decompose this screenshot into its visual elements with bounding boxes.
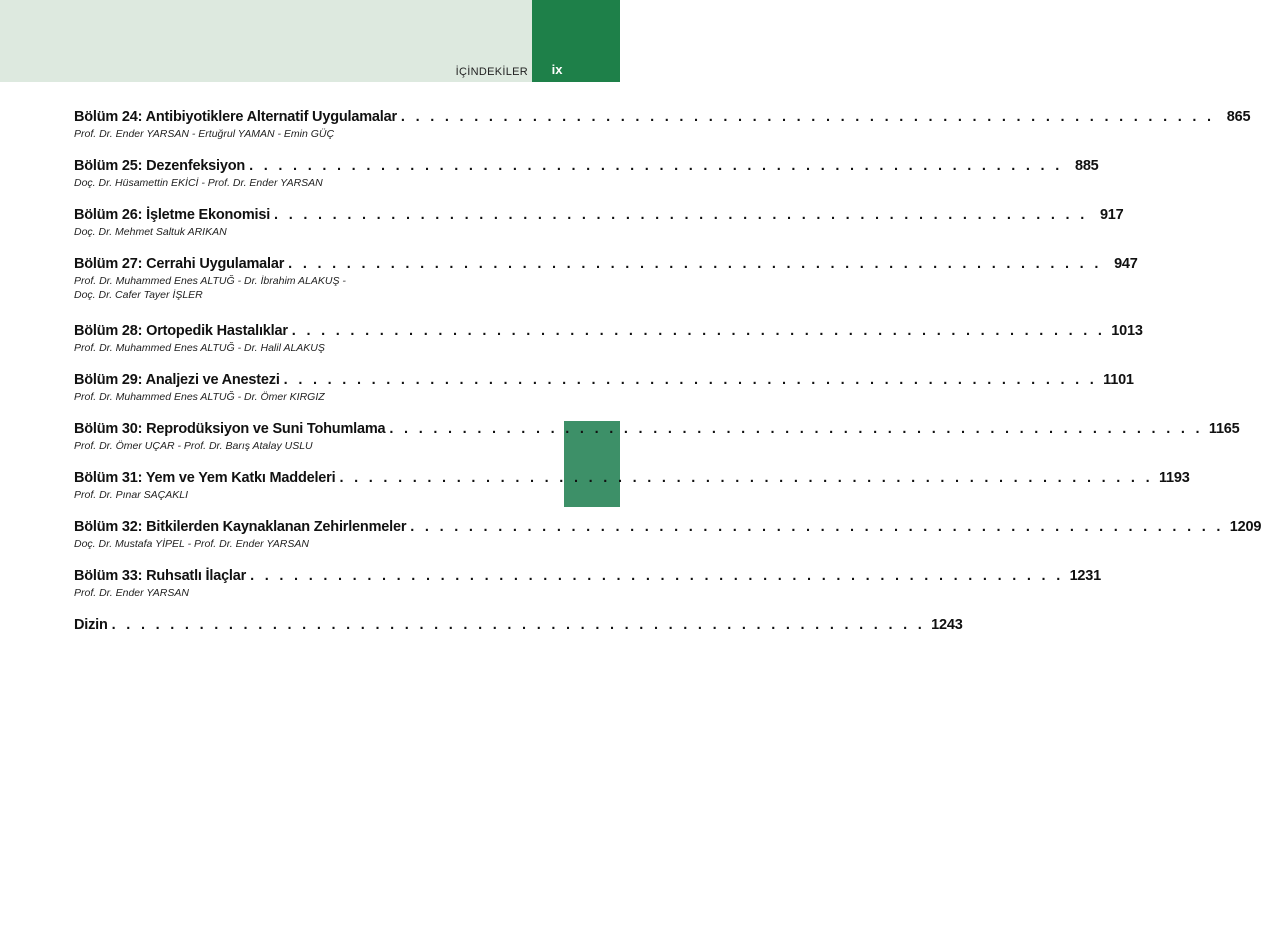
chapter-title: Bölüm 25: Dezenfeksiyon [74, 158, 246, 174]
toc-entry[interactable] [74, 206, 1124, 239]
toc-entry[interactable] [74, 255, 1138, 302]
toc-entry[interactable] [74, 108, 1251, 141]
chapter-authors [74, 274, 554, 302]
chapter-page-number: 917 [1099, 207, 1124, 223]
chapter-authors [74, 488, 554, 502]
dot-leader: . . . . . . . . . . . . . . . . . . . . . . . . . . . . . . . . . . . . . . . . . . . . . . . . . . . . . . . . [389, 421, 1203, 437]
dot-leader: . . . . . . . . . . . . . . . . . . . . . . . . . . . . . . . . . . . . . . . . . . . . . . . . . . . . . . . . [274, 207, 1088, 223]
chapter-authors [74, 586, 554, 600]
toc-entry[interactable] [74, 616, 963, 634]
chapter-title: Bölüm 32: Bitkilerden Kaynaklanan Zehirlenmeler [74, 519, 407, 535]
toc-entry-line [74, 206, 1124, 224]
toc-entry-line [74, 469, 1190, 487]
dot-leader: . . . . . . . . . . . . . . . . . . . . . . . . . . . . . . . . . . . . . . . . . . . . . . . . . . . . . . . . [339, 470, 1153, 486]
toc-entry-line [74, 322, 1143, 340]
author-line: Doç. Dr. Mustafa YİPEL - Prof. Dr. Ender YARSAN [74, 538, 309, 550]
chapter-title: Bölüm 29: Analjezi ve Anestezi [74, 372, 280, 388]
author-line: Prof. Dr. Muhammed Enes ALTUĞ - Dr. İbrahim ALAKUŞ - [74, 275, 346, 287]
chapter-page-number: 1101 [1103, 372, 1134, 388]
dot-leader: . . . . . . . . . . . . . . . . . . . . . . . . . . . . . . . . . . . . . . . . . . . . . . . . . . . . . . . . [111, 617, 926, 633]
toc-entry[interactable] [74, 322, 1143, 355]
author-line: Doç. Dr. Mehmet Saltuk ARIKAN [74, 226, 227, 238]
toc-entry-line [74, 518, 1261, 536]
chapter-title: Bölüm 30: Reprodüksiyon ve Suni Tohumlama [74, 421, 386, 437]
author-line: Prof. Dr. Muhammed Enes ALTUĞ - Dr. Halil ALAKUŞ [74, 342, 325, 354]
chapter-title: Bölüm 24: Antibiyotiklere Alternatif Uygulamalar [74, 109, 397, 125]
toc-entry-line [74, 616, 963, 634]
toc-entry-line [74, 255, 1138, 273]
table-of-contents [74, 108, 1261, 634]
chapter-title: Bölüm 26: İşletme Ekonomisi [74, 207, 271, 223]
chapter-title: Dizin [74, 617, 108, 633]
chapter-authors [74, 439, 554, 453]
toc-entry[interactable] [74, 371, 1134, 404]
toc-entry-line [74, 108, 1251, 126]
chapter-authors [74, 225, 554, 239]
chapter-page-number: 1243 [931, 617, 963, 633]
chapter-page-number: 1193 [1158, 470, 1190, 486]
chapter-page-number: 885 [1074, 158, 1099, 174]
chapter-page-number: 947 [1114, 256, 1138, 272]
dot-leader: . . . . . . . . . . . . . . . . . . . . . . . . . . . . . . . . . . . . . . . . . . . . . . . . . . . . . . . . [410, 519, 1224, 535]
chapter-title: Bölüm 31: Yem ve Yem Katkı Maddeleri [74, 470, 336, 486]
page-number: ix [551, 62, 563, 77]
chapter-authors [74, 176, 554, 190]
chapter-title: Bölüm 33: Ruhsatlı İlaçlar [74, 568, 247, 584]
chapter-page-number: 1209 [1229, 519, 1261, 535]
author-line: Doç. Dr. Cafer Tayer İŞLER [74, 289, 203, 301]
header-band [0, 0, 532, 82]
chapter-page-number: 1165 [1208, 421, 1240, 437]
author-line: Prof. Dr. Pınar SAÇAKLI [74, 489, 188, 501]
toc-entry-line [74, 567, 1102, 585]
chapter-page-number: 1231 [1069, 568, 1102, 584]
dot-leader: . . . . . . . . . . . . . . . . . . . . . . . . . . . . . . . . . . . . . . . . . . . . . . . . . . . . . . . . [283, 372, 1098, 388]
chapter-authors [74, 390, 554, 404]
dot-leader: . . . . . . . . . . . . . . . . . . . . . . . . . . . . . . . . . . . . . . . . . . . . . . . . . . . . . . . . [288, 256, 1102, 272]
dot-leader: . . . . . . . . . . . . . . . . . . . . . . . . . . . . . . . . . . . . . . . . . . . . . . . . . . . . . . . . [291, 323, 1106, 339]
toc-entry[interactable] [74, 518, 1261, 551]
author-line: Prof. Dr. Muhammed Enes ALTUĞ - Dr. Ömer KIRGIZ [74, 391, 325, 403]
toc-entry-line [74, 420, 1240, 438]
chapter-page-number: 1013 [1111, 323, 1143, 339]
author-line: Prof. Dr. Ömer UÇAR - Prof. Dr. Barış Atalay USLU [74, 440, 313, 452]
chapter-page-number: 865 [1226, 109, 1251, 125]
chapter-authors [74, 537, 554, 551]
dot-leader: . . . . . . . . . . . . . . . . . . . . . . . . . . . . . . . . . . . . . . . . . . . . . . . . . . . . . . . . [400, 109, 1215, 125]
section-title: İÇİNDEKİLER [455, 66, 528, 78]
chapter-title: Bölüm 27: Cerrahi Uygulamalar [74, 256, 285, 272]
toc-entry[interactable] [74, 469, 1190, 502]
toc-entry-line [74, 371, 1134, 389]
chapter-authors [74, 341, 554, 355]
author-line: Prof. Dr. Ender YARSAN - Ertuğrul YAMAN - Emin GÜÇ [74, 128, 335, 140]
chapter-title: Bölüm 28: Ortopedik Hastalıklar [74, 323, 288, 339]
dot-leader: . . . . . . . . . . . . . . . . . . . . . . . . . . . . . . . . . . . . . . . . . . . . . . . . . . . . . . . . [249, 158, 1063, 174]
dot-leader: . . . . . . . . . . . . . . . . . . . . . . . . . . . . . . . . . . . . . . . . . . . . . . . . . . . . . . . . [250, 568, 1064, 584]
toc-entry[interactable] [74, 157, 1099, 190]
toc-entry-line [74, 157, 1099, 175]
chapter-authors [74, 127, 554, 141]
toc-entry[interactable] [74, 567, 1102, 600]
toc-entry[interactable] [74, 420, 1240, 453]
author-line: Prof. Dr. Ender YARSAN [74, 587, 189, 599]
author-line: Doç. Dr. Hüsamettin EKİCİ - Prof. Dr. Ender YARSAN [74, 177, 323, 189]
